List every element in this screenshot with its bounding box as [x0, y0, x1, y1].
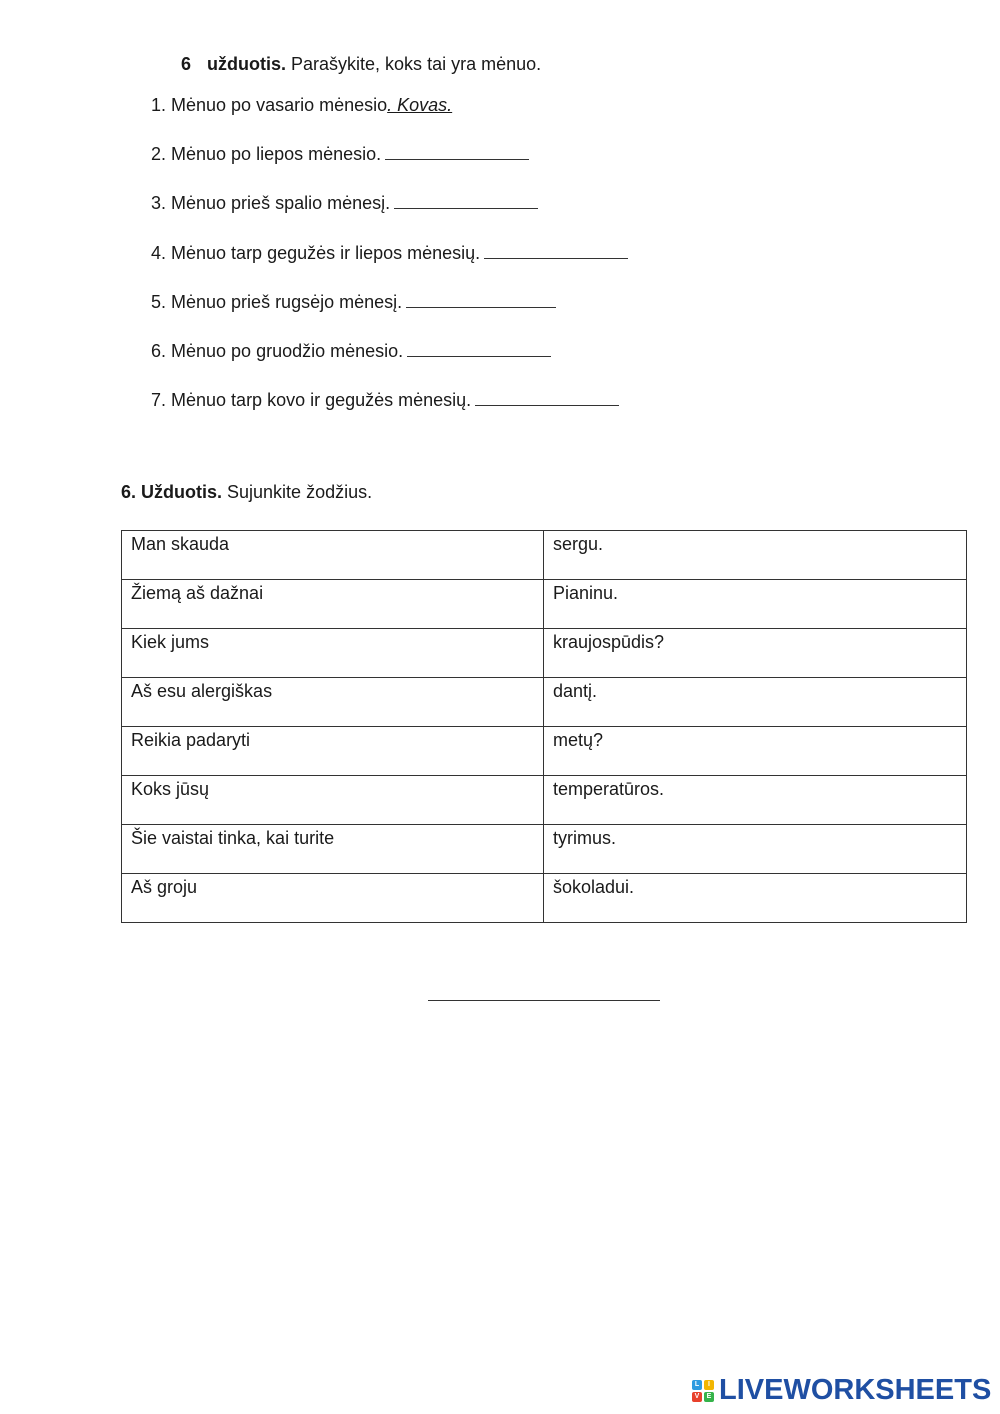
table-row [122, 825, 967, 874]
answer-blank[interactable] [475, 391, 619, 406]
item-text: 7. Mėnuo tarp kovo ir gegužės mėnesių. [151, 390, 472, 411]
left-cell[interactable]: Kiek jums [122, 629, 544, 678]
exercise1-item-6 [151, 341, 628, 390]
exercise2-title-bold: 6. Užduotis. [121, 482, 223, 502]
right-cell[interactable]: Pianinu. [544, 580, 967, 629]
exercise2-title-rest: Sujunkite žodžius. [222, 482, 373, 502]
logo-tile: I [704, 1380, 714, 1390]
exercise1-item-1 [151, 95, 628, 144]
answer-blank[interactable] [484, 244, 628, 259]
exercise1-title-bold: užduotis. [207, 54, 287, 74]
exercise1-number: 6 [181, 54, 192, 74]
right-cell[interactable]: kraujospūdis? [544, 629, 967, 678]
answer-blank[interactable] [394, 194, 538, 209]
left-cell[interactable]: Aš groju [122, 874, 544, 923]
logo-tiles-icon [692, 1380, 714, 1402]
exercise2-heading [121, 482, 372, 503]
right-cell[interactable]: tyrimus. [544, 825, 967, 874]
exercise1-items [151, 95, 628, 439]
item-text: 5. Mėnuo prieš rugsėjo mėnesį. [151, 291, 403, 312]
matching-table [121, 530, 967, 923]
answer-blank[interactable] [385, 145, 529, 160]
item-text: 1. Mėnuo po vasario mėnesio [151, 95, 388, 115]
left-cell[interactable]: Šie vaistai tinka, kai turite [122, 825, 544, 874]
item-text: 3. Mėnuo prieš spalio mėnesį. [151, 193, 391, 214]
right-cell[interactable]: metų? [544, 727, 967, 776]
table-row [122, 874, 967, 923]
exercise1-item-2 [151, 144, 628, 193]
exercise1-heading [181, 54, 541, 75]
exercise1-item-5 [151, 292, 628, 341]
logo-tile: E [704, 1392, 714, 1402]
answer-blank[interactable] [406, 293, 556, 308]
logo-tile: V [692, 1392, 702, 1402]
exercise1-item-3 [151, 193, 628, 242]
table-row [122, 629, 967, 678]
table-row [122, 580, 967, 629]
table-row [122, 776, 967, 825]
right-cell[interactable]: sergu. [544, 531, 967, 580]
logo-tile: L [692, 1380, 702, 1390]
item-text: 4. Mėnuo tarp gegužės ir liepos mėnesių. [151, 242, 481, 263]
item-answer: . Kovas. [387, 95, 453, 115]
left-cell[interactable]: Žiemą aš dažnai [122, 580, 544, 629]
left-cell[interactable]: Reikia padaryti [122, 727, 544, 776]
item-text: 6. Mėnuo po gruodžio mėnesio. [151, 340, 404, 361]
table-row [122, 727, 967, 776]
exercise1-item-7 [151, 390, 628, 439]
exercise1-title-rest: Parašykite, koks tai yra mėnuo. [286, 54, 542, 74]
exercise1-item-4 [151, 243, 628, 292]
left-cell[interactable]: Man skauda [122, 531, 544, 580]
table-row [122, 678, 967, 727]
table-row [122, 531, 967, 580]
liveworksheets-logo [692, 1374, 991, 1407]
right-cell[interactable]: temperatūros. [544, 776, 967, 825]
answer-blank[interactable] [407, 342, 551, 357]
logo-text: LIVEWORKSHEETS [719, 1374, 992, 1406]
bottom-rule [428, 1000, 660, 1001]
left-cell[interactable]: Koks jūsų [122, 776, 544, 825]
right-cell[interactable]: šokoladui. [544, 874, 967, 923]
item-text: 2. Mėnuo po liepos mėnesio. [151, 144, 382, 165]
left-cell[interactable]: Aš esu alergiškas [122, 678, 544, 727]
right-cell[interactable]: dantį. [544, 678, 967, 727]
